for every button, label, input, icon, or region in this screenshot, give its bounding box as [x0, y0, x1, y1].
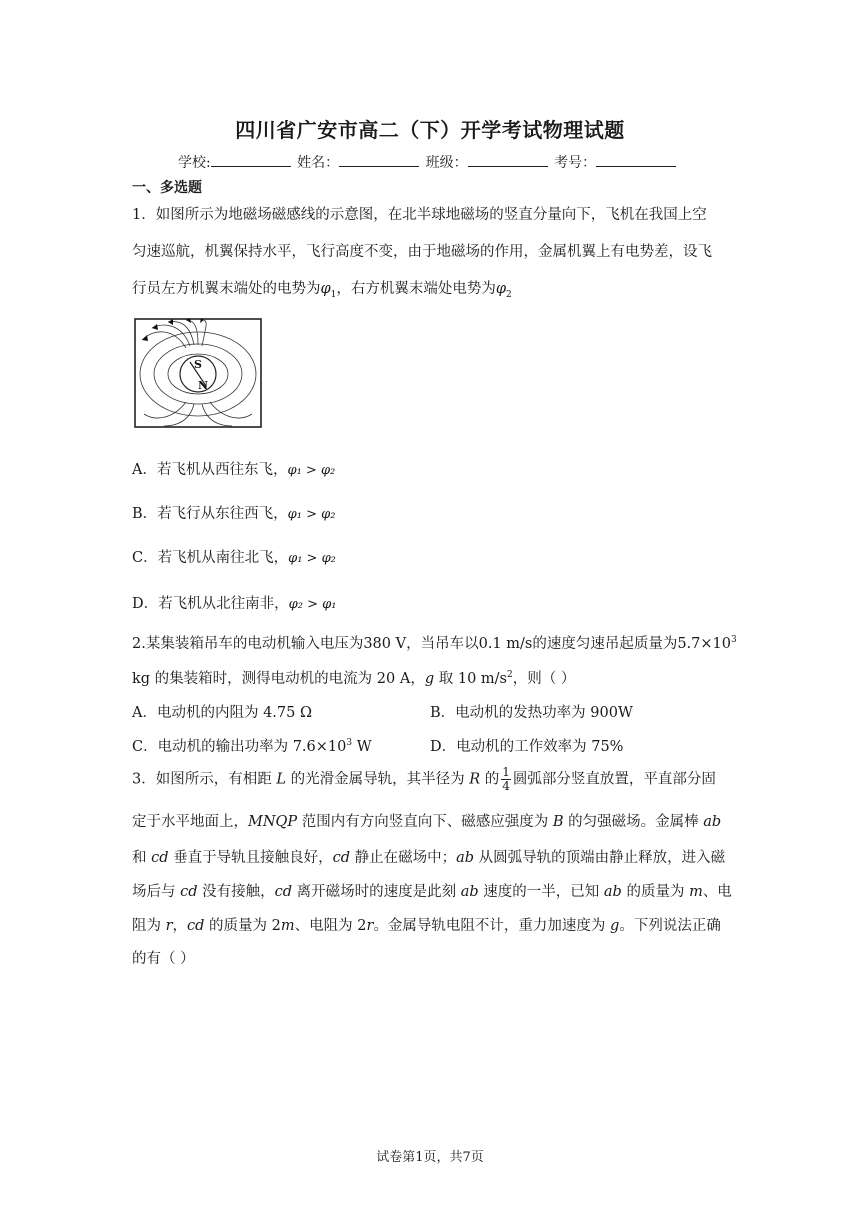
q3-line-3-text-d: 从圆弧导轨的顶端由静止释放，进入磁	[474, 850, 726, 866]
name-blank[interactable]	[339, 154, 419, 167]
q2-option-c-text: C．电动机的输出功率为 7.6×10	[132, 739, 347, 755]
page-footer: 试卷第1页，共7页	[376, 1150, 484, 1165]
q1-option-b-text: B．若飞行从东往西飞，	[132, 506, 288, 522]
phi-1: φ	[320, 281, 331, 297]
q2-g-symbol: g	[424, 671, 435, 687]
q3-line-1-text-b: 的光滑金属导轨，其半径为	[285, 771, 470, 788]
q2-line-2	[132, 667, 575, 688]
fraction-denominator: 4	[502, 779, 510, 793]
q3-line-4-text-c: 离开磁场时的速度是此刻	[292, 884, 461, 900]
q3-line-3-text-b: 垂直于导轨且接触良好，	[168, 850, 333, 866]
q3-symbol-r: r	[366, 918, 374, 934]
q3-line-1-text-d: 圆弧部分竖直放置，平直部分固	[512, 771, 716, 788]
q3-symbol-L: L	[276, 771, 286, 788]
q1-option-c[interactable]	[132, 546, 336, 567]
exam-number-label: 考号：	[554, 155, 597, 171]
class-label: 班级：	[425, 155, 468, 171]
q1-line-3-text-b: ，右方机翼末端处电势为	[336, 281, 496, 297]
q3-line-2	[132, 810, 721, 831]
q2-option-a[interactable]: A．电动机的内阻为 4.75 Ω	[132, 705, 312, 721]
q1-option-d[interactable]	[132, 592, 336, 613]
q2-option-c[interactable]	[132, 735, 372, 756]
q3-line-5	[132, 914, 721, 935]
q3-symbol-ab: ab	[460, 884, 479, 900]
q3-line-1-text-a: 3．如图所示，有相距	[132, 771, 277, 788]
q3-line-3-text-c: 静止在磁场中；	[350, 850, 457, 866]
q2-option-c-superscript: 3	[346, 738, 353, 749]
school-label: 学校:	[178, 155, 211, 171]
q3-line-2-text-c: 的匀强磁场。金属棒	[563, 814, 704, 830]
q1-option-d-text: D．若飞机从北往南非，	[132, 596, 289, 612]
q1-line-1: 1．如图所示为地磁场磁感线的示意图，在北半球地磁场的竖直分量向下，飞机在我国上空	[132, 207, 707, 223]
q3-symbol-mnqp: MNQP	[248, 814, 298, 830]
q3-line-5-text-a: 阻为	[132, 918, 166, 934]
q2-option-c-unit: W	[352, 739, 372, 755]
class-blank[interactable]	[468, 154, 548, 167]
q3-line-5-text-f: 。下列说法正确	[619, 918, 721, 934]
q3-symbol-m: m	[280, 918, 295, 934]
q3-symbol-g: g	[610, 918, 620, 934]
q1-option-b-relation: φ₁ > φ₂	[287, 507, 336, 522]
q3-line-4-text-a: 场后与	[132, 884, 181, 900]
q3-symbol-ab: ab	[703, 814, 722, 830]
q3-line-1	[132, 766, 716, 793]
q2-line-1-text: 2.某集装箱吊车的电动机输入电压为380 V，当吊车以0.1 m/s的速度匀速吊起质量为5.7×10	[132, 636, 731, 652]
exam-number-blank[interactable]	[596, 154, 676, 167]
q1-option-a-relation: φ₁ > φ₂	[287, 463, 336, 478]
q1-line-2: 匀速巡航，机翼保持水平，飞行高度不变，由于地磁场的作用，金属机翼上有电势差，设飞	[132, 244, 712, 260]
q2-line-2-text-b: 取 10 m/s	[434, 671, 507, 687]
q3-line-3-text-a: 和	[132, 850, 152, 866]
q1-option-c-text: C．若飞机从南往北飞，	[132, 550, 289, 566]
north-pole-label: N	[198, 379, 209, 392]
section-heading: 一、多选题	[132, 180, 202, 196]
page-title: 四川省广安市高二（下）开学考试物理试题	[235, 118, 625, 142]
q1-option-a[interactable]	[132, 458, 335, 479]
phi-2-subscript: 2	[506, 289, 512, 300]
q3-line-6: 的有（ ）	[132, 951, 195, 967]
q3-symbol-B: B	[552, 814, 564, 830]
fraction-numerator: 1	[502, 765, 510, 779]
name-label: 姓名：	[297, 155, 340, 171]
phi-2: φ	[495, 281, 507, 297]
q1-line-3-text-a: 行员左方机翼末端处的电势为	[132, 281, 321, 297]
q3-line-4-text-d: 速度的一半，已知	[478, 884, 604, 900]
q3-symbol-m: m	[689, 884, 703, 900]
q3-symbol-cd: cd	[332, 850, 351, 866]
q2-option-d[interactable]: D．电动机的工作效率为 75%	[430, 739, 624, 755]
q2-line-1-superscript: 3	[731, 635, 737, 646]
q1-option-a-text: A．若飞机从西往东飞，	[132, 462, 288, 478]
q3-symbol-ab: ab	[603, 884, 622, 900]
q2-option-b[interactable]: B．电动机的发热功率为 900W	[430, 705, 633, 721]
q3-line-5-text-d: 、电阻为 2	[294, 918, 367, 934]
q3-symbol-r: r	[165, 918, 173, 934]
school-blank[interactable]	[211, 154, 291, 167]
quarter-fraction	[501, 766, 511, 793]
q3-symbol-cd: cd	[151, 850, 169, 866]
q3-line-5-text-c: 的质量为 2	[204, 918, 281, 934]
q3-line-1-text-c: 的	[480, 771, 500, 788]
q1-option-d-relation: φ₂ > φ₁	[288, 597, 337, 612]
q2-options-row-1	[132, 701, 312, 722]
q2-line-2-superscript: 2	[506, 670, 513, 681]
q2-line-2-text-a: kg 的集装箱时，测得电动机的电流为 20 A，	[132, 671, 425, 687]
q3-line-3	[132, 846, 725, 867]
q3-symbol-cd: cd	[274, 884, 293, 900]
q3-line-4-text-f: 、电	[702, 884, 732, 900]
q1-option-c-relation: φ₁ > φ₂	[288, 551, 336, 566]
q2-line-2-text-c: ，则（ ）	[512, 671, 576, 687]
q3-symbol-cd: cd	[180, 884, 198, 900]
q3-line-2-text-a: 定于水平地面上，	[132, 814, 248, 830]
magnetic-field-figure	[134, 318, 262, 428]
q3-line-2-text-b: 范围内有方向竖直向下、磁感应强度为	[297, 814, 553, 830]
q3-line-5-text-e: 。金属导轨电阻不计，重力加速度为	[373, 918, 611, 934]
q3-line-4-text-e: 的质量为	[621, 884, 690, 900]
q3-symbol-ab: ab	[456, 850, 475, 866]
q1-line-3	[132, 277, 512, 300]
q3-line-5-text-b: ，	[172, 918, 188, 934]
q3-symbol-cd: cd	[187, 918, 205, 934]
q3-line-4-text-b: 没有接触，	[197, 884, 275, 900]
q3-line-4	[132, 880, 732, 901]
phi-1-subscript: 1	[330, 289, 337, 300]
student-info-row	[178, 152, 678, 172]
q3-symbol-R: R	[469, 771, 481, 788]
q2-line-1	[132, 632, 737, 653]
q1-option-b[interactable]	[132, 502, 335, 523]
south-pole-label: S	[194, 358, 202, 371]
